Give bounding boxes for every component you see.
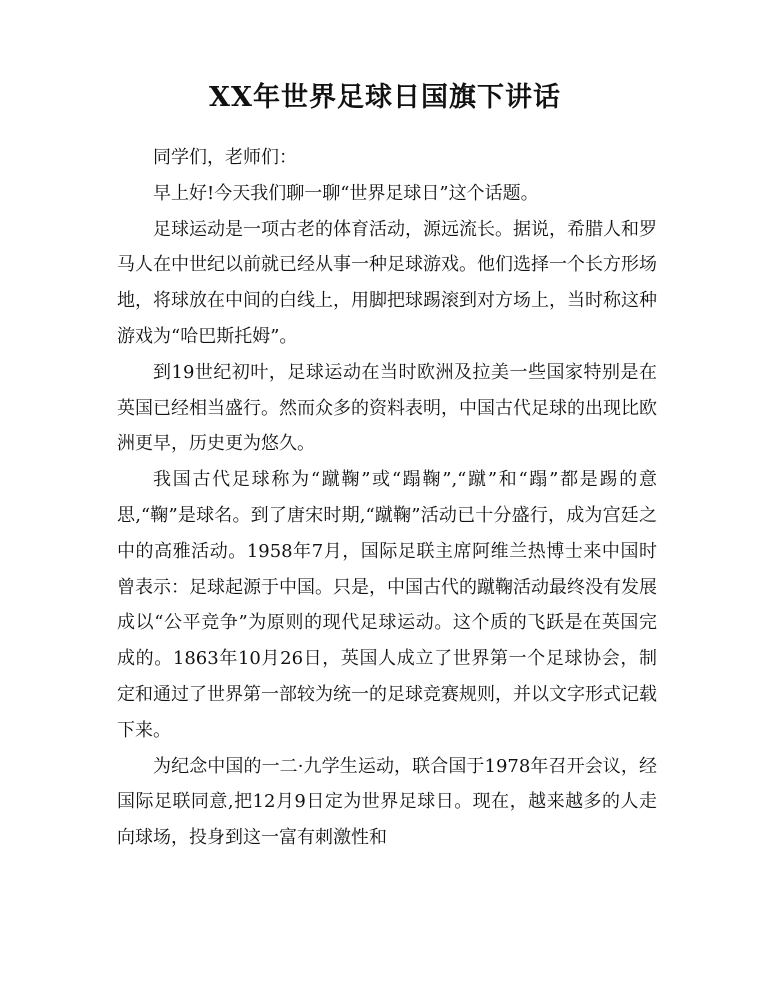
paragraph-cuju: 我国古代足球称为“蹴鞠”或“蹋鞠”,“蹴”和“蹋”都是踢的意思,“鞠”是球名。到了唐宋时期,“蹴鞠”活动已十分盛行，成为宫廷之中的高雅活动。1958年7月，国际足联主席阿维兰热博士来中国时曾表示：足球起源于中国。只是，中国古代的蹴鞠活动最终没有发展成以“公平竞争”为原则的现代足球运动。这个质的飞跃是在英国完成的。1863年10月26日，英国人成立了世界第一个足球协会，制定和通过了世界第一部较为统一的足球竞赛规则，并以文字形式记载下来。 <box>117 469 657 741</box>
document-body <box>117 140 657 856</box>
document-title: XX年世界足球日国旗下讲话 <box>209 82 561 113</box>
paragraph-football-day: 为纪念中国的一二·九学生运动，联合国于1978年召开会议，经国际足联同意,把12月9日定为世界足球日。现在，越来越多的人走向球场，投身到这一富有刺激性和 <box>117 755 657 849</box>
paragraph-greeting: 同学们，老师们： <box>153 147 297 168</box>
paragraph-19th-century: 到19世纪初叶，足球运动在当时欧洲及拉美一些国家特别是在英国已经相当盛行。然而众多的资料表明，中国古代足球的出现比欧洲更早，历史更为悠久。 <box>117 361 657 455</box>
paragraph-ancient-football: 足球运动是一项古老的体育活动，源远流长。据说，希腊人和罗马人在中世纪以前就已经从事一种足球游戏。他们选择一个长方形场地，将球放在中间的白线上，用脚把球踢滚到对方场上，当时称这种游戏为“哈巴斯托姆”。 <box>117 218 657 347</box>
paragraph-opening: 早上好!今天我们聊一聊“世界足球日”这个话题。 <box>153 182 539 204</box>
